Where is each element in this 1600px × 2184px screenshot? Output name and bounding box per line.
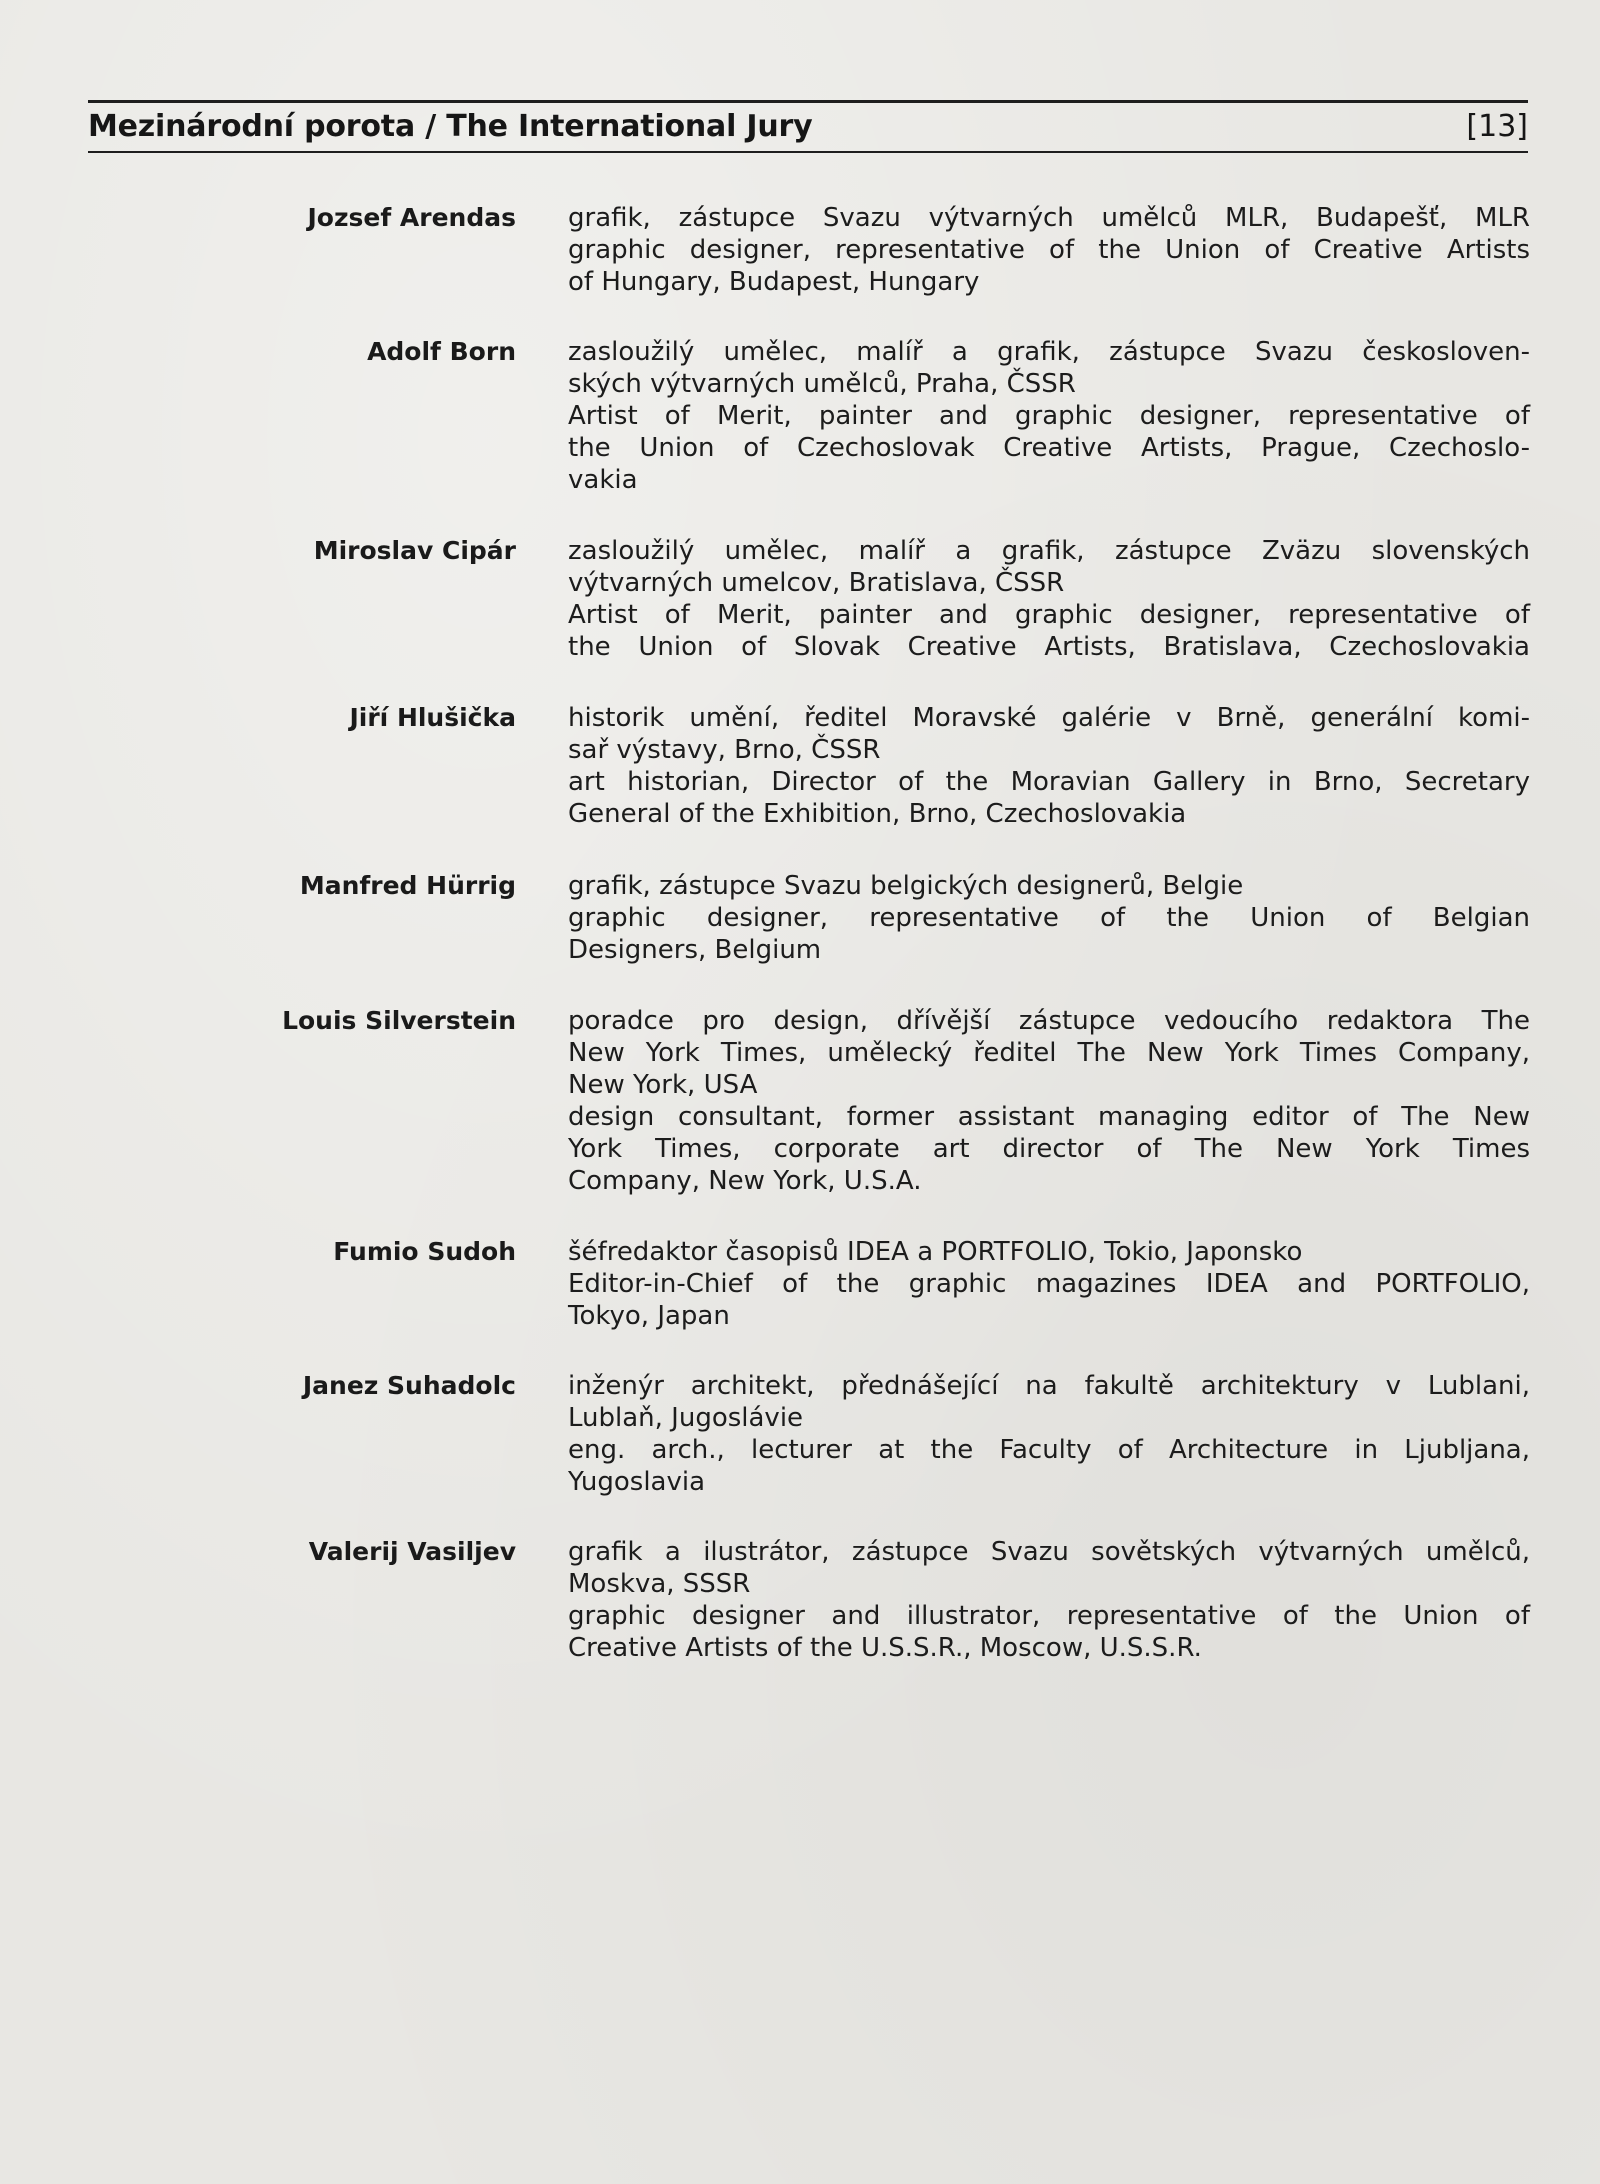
jury-member-name: Miroslav Cipár (313, 536, 516, 565)
description-line: Editor-in-Chief of the graphic magazines IDEA and PORTFOLIO, (568, 1269, 1530, 1299)
description-line: the Union of Czechoslovak Creative Artists, Prague, Czechoslo- (568, 433, 1530, 463)
description-line: graphic designer, representative of the Union of Creative Artists (568, 235, 1530, 265)
description-line: výtvarných umelcov, Bratislava, ČSSR (568, 568, 1065, 598)
description-line: Tokyo, Japan (568, 1301, 730, 1331)
description-line: Company, New York, U.S.A. (568, 1166, 922, 1196)
description-line: zasloužilý umělec, malíř a grafik, zástupce Zväzu slovenských (568, 536, 1530, 566)
description-line: art historian, Director of the Moravian Gallery in Brno, Secretary (568, 767, 1530, 797)
description-line: graphic designer and illustrator, representative of the Union of (568, 1601, 1530, 1631)
page-number: [13] (1466, 109, 1528, 144)
description-line: vakia (568, 465, 638, 495)
description-line: York Times, corporate art director of The New York Times (568, 1134, 1530, 1164)
jury-member-name: Valerij Vasiljev (308, 1537, 516, 1566)
page-title: Mezinárodní porota / The International Jury (88, 109, 813, 144)
jury-member-description (568, 870, 1530, 966)
jury-member-name: Fumio Sudoh (333, 1237, 516, 1266)
jury-member-name: Janez Suhadolc (302, 1371, 516, 1400)
jury-member-description (568, 1536, 1530, 1664)
jury-member-name: Manfred Hürrig (299, 871, 516, 900)
description-line: historik umění, ředitel Moravské galérie v Brně, generální komi- (568, 703, 1530, 733)
description-line: Creative Artists of the U.S.S.R., Moscow, U.S.S.R. (568, 1633, 1202, 1663)
description-line: grafik, zástupce Svazu belgických designerů, Belgie (568, 871, 1244, 901)
jury-member-description (568, 336, 1530, 496)
jury-member-description (568, 202, 1530, 298)
header-rule-top (88, 100, 1528, 103)
description-line: Lublaň, Jugoslávie (568, 1403, 804, 1433)
jury-member-description (568, 1236, 1530, 1332)
description-line: zasloužilý umělec, malíř a grafik, zástupce Svazu českosloven- (568, 337, 1530, 367)
jury-member-name: Adolf Born (367, 337, 516, 366)
description-line: Designers, Belgium (568, 935, 822, 965)
jury-member-description (568, 535, 1530, 663)
description-line: of Hungary, Budapest, Hungary (568, 267, 980, 297)
description-line: eng. arch., lecturer at the Faculty of Architecture in Ljubljana, (568, 1435, 1530, 1465)
description-line: sař výstavy, Brno, ČSSR (568, 735, 881, 765)
description-line: poradce pro design, dřívější zástupce vedoucího redaktora The (568, 1006, 1530, 1036)
description-line: grafik, zástupce Svazu výtvarných umělců MLR, Budapešť, MLR (568, 203, 1530, 233)
description-line: Artist of Merit, painter and graphic designer, representative of (568, 600, 1530, 630)
description-line: inženýr architekt, přednášející na fakultě architektury v Lublani, (568, 1371, 1530, 1401)
description-line: the Union of Slovak Creative Artists, Bratislava, Czechoslovakia (568, 632, 1530, 662)
description-line: Yugoslavia (568, 1467, 706, 1497)
jury-member-description (568, 1005, 1530, 1197)
page-header (88, 104, 1528, 150)
description-line: graphic designer, representative of the Union of Belgian (568, 903, 1530, 933)
description-line: design consultant, former assistant managing editor of The New (568, 1102, 1530, 1132)
description-line: Moskva, SSSR (568, 1569, 751, 1599)
description-line: New York, USA (568, 1070, 758, 1100)
description-line: General of the Exhibition, Brno, Czechoslovakia (568, 799, 1187, 829)
jury-member-name: Jiří Hlušička (349, 703, 516, 732)
description-line: ských výtvarných umělců, Praha, ČSSR (568, 369, 1076, 399)
jury-member-description (568, 1370, 1530, 1498)
description-line: New York Times, umělecký ředitel The New York Times Company, (568, 1038, 1530, 1068)
description-line: Artist of Merit, painter and graphic designer, representative of (568, 401, 1530, 431)
jury-member-description (568, 702, 1530, 830)
jury-member-name: Jozsef Arendas (307, 203, 516, 232)
description-line: grafik a ilustrátor, zástupce Svazu sovětských výtvarných umělců, (568, 1537, 1530, 1567)
header-rule-bottom (88, 151, 1528, 153)
jury-member-name: Louis Silverstein (282, 1006, 516, 1035)
description-line: šéfredaktor časopisů IDEA a PORTFOLIO, Tokio, Japonsko (568, 1237, 1303, 1267)
